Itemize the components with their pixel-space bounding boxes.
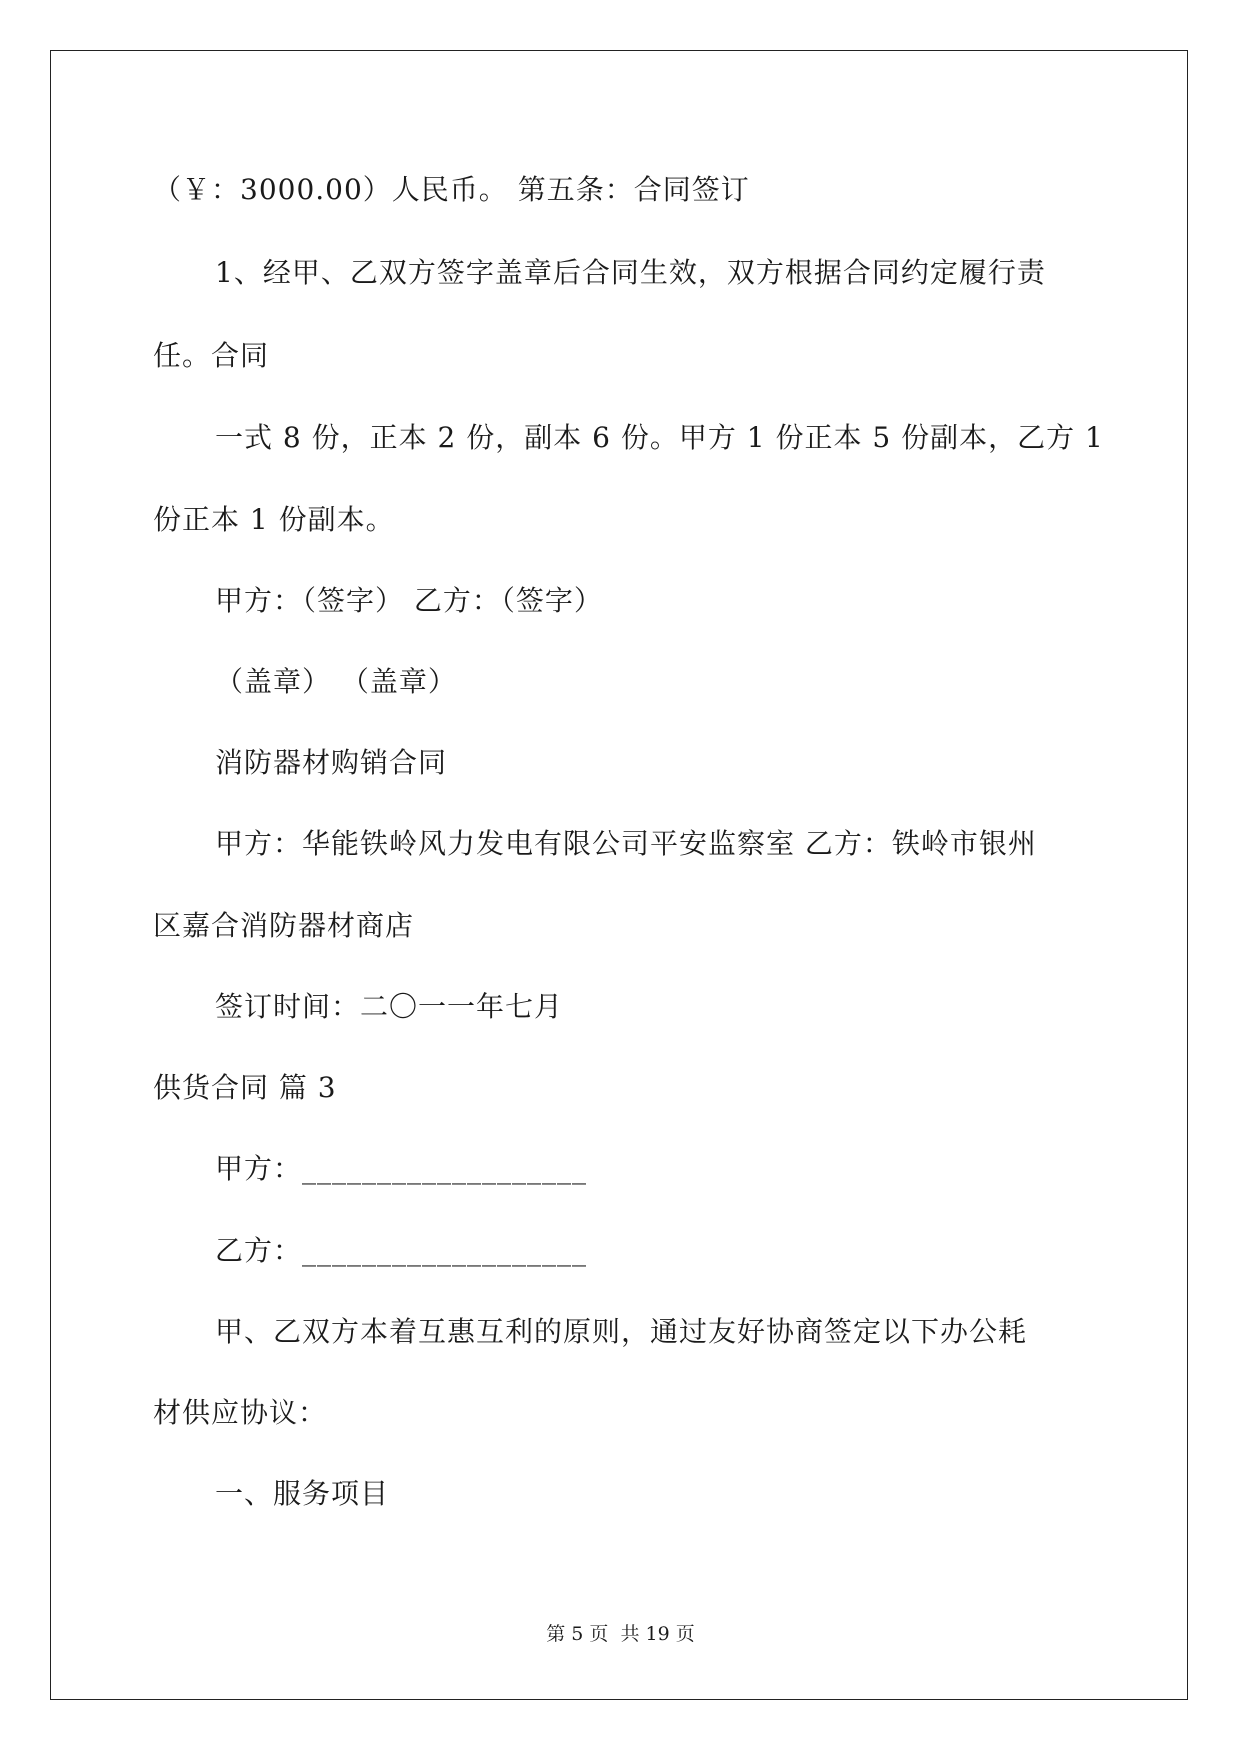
text-line-13: 甲方：___________________ bbox=[215, 1152, 588, 1185]
page-border bbox=[50, 50, 1188, 1700]
text-line-16: 材供应协议： bbox=[153, 1396, 328, 1429]
text-line-3: 任。合同 bbox=[153, 339, 270, 372]
text-line-12: 供货合同 篇 3 bbox=[153, 1071, 337, 1104]
text-line-2: 1、经甲、乙双方签字盖章后合同生效，双方根据合同约定履行责 bbox=[215, 256, 1046, 289]
text-line-15: 甲、乙双方本着互惠互利的原则，通过友好协商签定以下办公耗 bbox=[215, 1315, 1028, 1348]
text-line-17: 一、服务项目 bbox=[215, 1477, 390, 1510]
text-line-10: 区嘉合消防器材商店 bbox=[153, 909, 415, 942]
text-line-7: （盖章） （盖章） bbox=[215, 665, 457, 698]
text-line-5: 份正本 1 份副本。 bbox=[153, 503, 395, 536]
text-line-4: 一式 8 份，正本 2 份，副本 6 份。甲方 1 份正本 5 份副本，乙方 1 bbox=[215, 421, 1104, 454]
page-number-footer: 第 5 页 共 19 页 bbox=[546, 1623, 695, 1645]
text-line-14: 乙方：___________________ bbox=[215, 1234, 588, 1267]
text-line-1: （￥：3000.00）人民币。 第五条：合同签订 bbox=[153, 173, 750, 206]
text-line-6: 甲方：（签字） 乙方：（签字） bbox=[215, 584, 603, 617]
text-line-9: 甲方：华能铁岭风力发电有限公司平安监察室 乙方：铁岭市银州 bbox=[215, 827, 1037, 860]
text-line-11: 签订时间：二〇一一年七月 bbox=[215, 990, 564, 1023]
text-line-8: 消防器材购销合同 bbox=[215, 746, 448, 779]
